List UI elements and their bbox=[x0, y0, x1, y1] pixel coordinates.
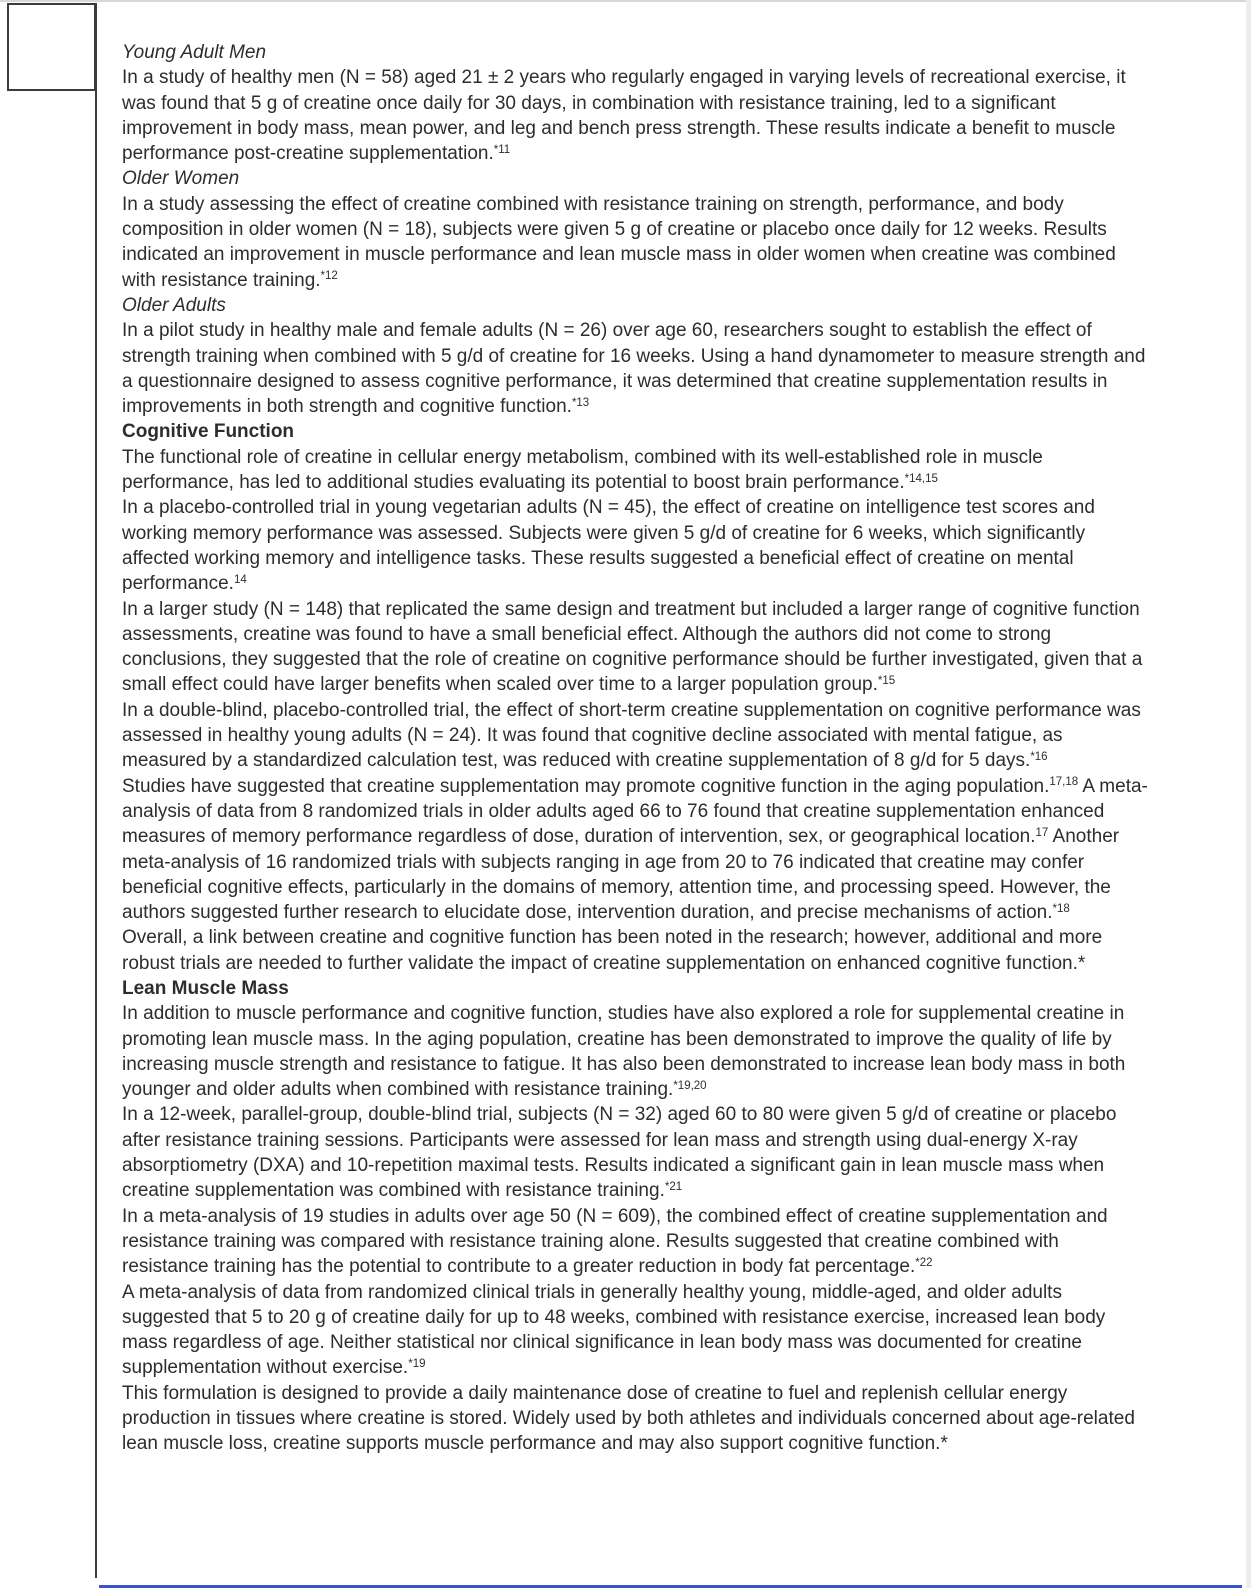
paragraph: In a pilot study in healthy male and female adults (N = 26) over age 60, researchers sought to establish the effect of strength training when combined with 5 g/d of creatine for 16 weeks. Using a hand dynamometer to measure strength and a questionnaire designed to assess cognitive performance, it was determined that creatine supplementation results in improvements in both strength and cognitive function.$^{*13}$ bbox=[122, 320, 1146, 418]
subsection-heading: Older Adults bbox=[122, 294, 226, 316]
reference-superscript: *18 bbox=[1052, 902, 1070, 915]
reference-superscript: *16 bbox=[1030, 750, 1048, 763]
reference-superscript: *13 bbox=[571, 396, 590, 409]
reference-superscript: 17,18 bbox=[1049, 776, 1079, 789]
reference-superscript: *21 bbox=[664, 1180, 683, 1193]
paragraph: Overall, a link between creatine and cognitive function has been noted in the research; however, additional and more robust trials are needed to further validate the impact of creatine supplementation on enhanced cognitive function.* bbox=[122, 927, 1103, 974]
section-heading: Cognitive Function bbox=[122, 421, 295, 443]
paragraph: In a meta-analysis of 19 studies in adults over age 50 (N = 609), the combined effect of creatine supplementation and resistance training was compared with resistance training alone. Results suggested that creatine combined with resistance training has the potential to contribute to a greater reduction in body fat percentage.$^{*22}$ bbox=[122, 1205, 1108, 1278]
reference-superscript: *14,15 bbox=[904, 472, 938, 485]
document-body bbox=[122, 40, 1148, 1457]
reference-superscript: *12 bbox=[320, 270, 338, 283]
reference-superscript: *22 bbox=[915, 1256, 933, 1269]
subsection-heading: Young Adult Men bbox=[122, 42, 267, 63]
paragraph: In a study of healthy men (N = 58) aged 21 ± 2 years who regularly engaged in varying levels of recreational exercise, it was found that 5 g of creatine once daily for 30 days, in combination with resistance training, led to a significant improvement in body mass, mean power, and leg and bench press strength. These results indicate a benefit to muscle performance post-creatine supplementation.$^{*11}$ bbox=[122, 67, 1126, 165]
reference-superscript: 17 bbox=[1035, 826, 1049, 839]
corner-outline-box bbox=[7, 3, 96, 91]
page-top-border bbox=[0, 0, 1251, 2]
subsection-heading: Older Women bbox=[122, 168, 240, 190]
section-heading: Lean Muscle Mass bbox=[122, 977, 289, 999]
left-margin-rule bbox=[95, 3, 98, 1578]
reference-superscript: *19,20 bbox=[673, 1079, 707, 1092]
page-right-edge bbox=[1246, 0, 1251, 1588]
reference-superscript: *19 bbox=[408, 1357, 426, 1370]
reference-superscript: *11 bbox=[493, 143, 511, 156]
paragraph: Studies have suggested that creatine supplementation may promote cognitive function in the aging population.$^{17,18}$ A meta-analysis of data from 8 randomized trials in older adults aged 66 to 76 found that creatine supplementation enhanced measures of memory performance regardless of dose, duration of intervention, sex, or geographical location.$^{17}$ Another meta-analysis of 16 randomized trials with subjects ranging in age from 20 to 76 indicated that creatine may confer beneficial cognitive effects, particularly in the domains of memory, attention time, and processing speed. However, the authors suggested further research to elucidate dose, intervention duration, and precise mechanisms of action.$^{*18}$ bbox=[122, 775, 1148, 924]
paragraph: A meta-analysis of data from randomized clinical trials in generally healthy young, middle-aged, and older adults suggested that 5 to 20 g of creatine daily for up to 48 weeks, combined with resistance exercise, increased lean body mass regardless of age. Neither statistical nor clinical significance in lean body mass was documented for creatine supplementation without exercise.$^{*19}$ bbox=[122, 1281, 1106, 1379]
paragraph: In a 12-week, parallel-group, double-blind trial, subjects (N = 32) aged 60 to 80 were given 5 g/d of creatine or placebo after resistance training sessions. Participants were assessed for lean mass and strength using dual-energy X-ray absorptiometry (DXA) and 10-repetition maximal tests. Results indicated a significant gain in lean muscle mass when creatine supplementation was combined with resistance training.$^{*21}$ bbox=[122, 1104, 1117, 1202]
paragraph: This formulation is designed to provide a daily maintenance dose of creatine to fuel and replenish cellular energy production in tissues where creatine is stored. Widely used by both athletes and individuals concerned about age-related lean muscle loss, creatine supports muscle performance and may also support cognitive function.* bbox=[122, 1382, 1135, 1455]
paragraph: In a larger study (N = 148) that replicated the same design and treatment but included a larger range of cognitive function assessments, creatine was found to have a small beneficial effect. Although the authors did not come to strong conclusions, they suggested that the role of creatine on cognitive performance should be further investigated, given that a small effect could have larger benefits when scaled over time to a larger population group.$^{*15}$ bbox=[122, 598, 1143, 696]
paragraph: In a placebo-controlled trial in young vegetarian adults (N = 45), the effect of creatine on intelligence test scores and working memory performance was assessed. Subjects were given 5 g/d of creatine for 6 weeks, which significantly affected working memory and intelligence tasks. These results suggested a beneficial effect of creatine on mental performance.$^{14}$ bbox=[122, 497, 1095, 595]
paragraph: In a study assessing the effect of creatine combined with resistance training on strength, performance, and body composition in older women (N = 18), subjects were given 5 g of creatine or placebo once daily for 12 weeks. Results indicated an improvement in muscle performance and lean muscle mass in older women when creatine was combined with resistance training.$^{*12}$ bbox=[122, 193, 1116, 291]
reference-superscript: *15 bbox=[877, 674, 896, 687]
paragraph: In addition to muscle performance and cognitive function, studies have also explored a role for supplemental creatine in promoting lean muscle mass. In the aging population, creatine has been demonstrated to improve the quality of life by increasing muscle strength and resistance to fatigue. It has also been demonstrated to increase lean body mass in both younger and older adults when combined with resistance training.$^{*19,20}$ bbox=[122, 1003, 1126, 1101]
paragraph: The functional role of creatine in cellular energy metabolism, combined with its well-established role in muscle performance, has led to additional studies evaluating its potential to boost brain performance.$^{*14,15}$ bbox=[122, 446, 1043, 494]
paragraph: In a double-blind, placebo-controlled trial, the effect of short-term creatine supplementation on cognitive performance was assessed in healthy young adults (N = 24). It was found that cognitive decline associated with mental fatigue, as measured by a standardized calculation test, was reduced with creatine supplementation of 8 g/d for 5 days.$^{*16}$ bbox=[122, 699, 1141, 772]
reference-superscript: 14 bbox=[233, 573, 247, 586]
